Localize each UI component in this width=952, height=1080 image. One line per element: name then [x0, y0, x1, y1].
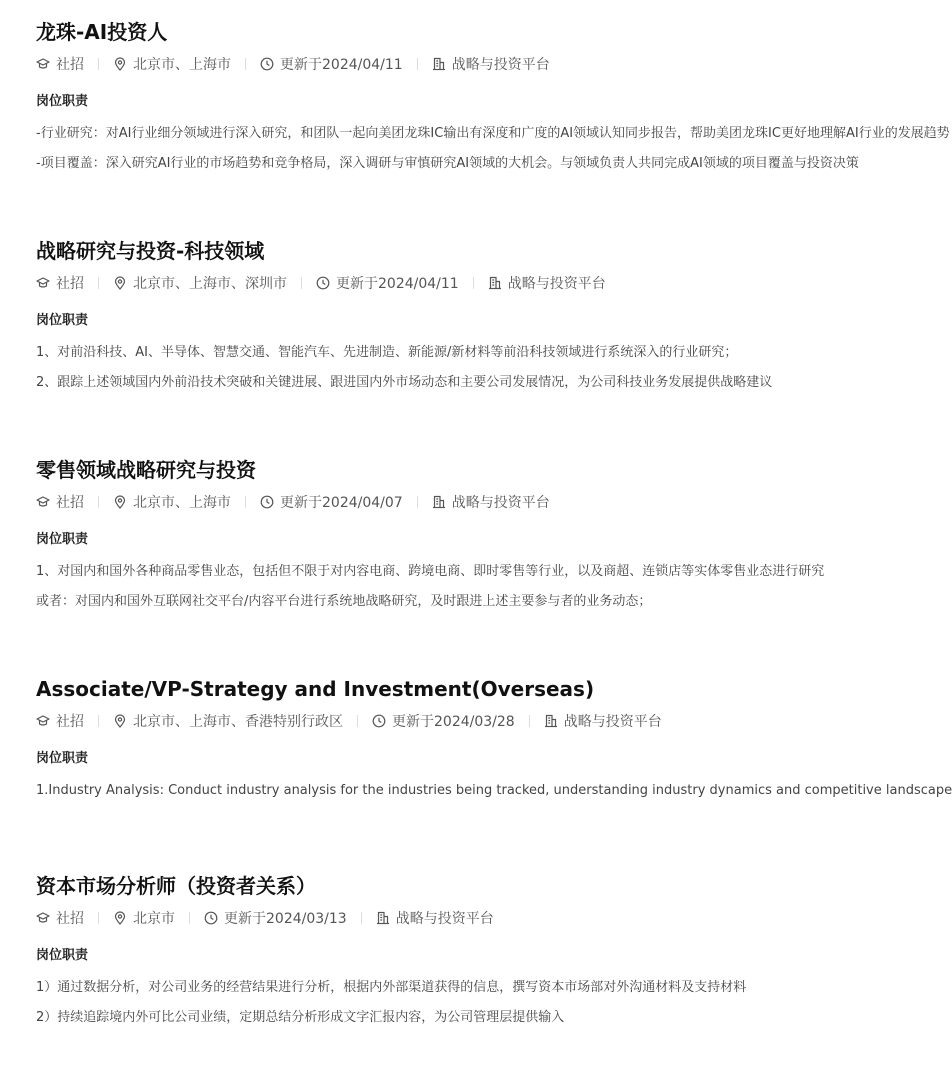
meta-divider	[473, 277, 474, 289]
job-department	[432, 54, 550, 74]
meta-divider	[361, 912, 362, 924]
job-meta	[36, 273, 606, 293]
job-department	[544, 711, 662, 731]
job-type	[36, 54, 84, 74]
clock-icon	[204, 911, 218, 925]
graduation-cap-icon	[36, 276, 50, 290]
job-type-label: 社招	[56, 714, 84, 730]
duty-line: 1、对前沿科技、AI、半导体、智慧交通、智能汽车、先进制造、新能源/新材料等前沿科技领域进行系统深入的行业研究；	[36, 345, 738, 360]
job-updated-label: 更新于2024/04/11	[280, 57, 403, 73]
job-location	[113, 273, 287, 293]
meta-divider	[98, 58, 99, 70]
graduation-cap-icon	[36, 911, 50, 925]
job-department-label: 战略与投资平台	[563, 714, 662, 730]
duty-line: 1、对国内和国外各种商品零售业态，包括但不限于对内容电商、跨境电商、即时零售等行业，以及商超、连锁店等实体零售业态进行研究	[36, 564, 825, 579]
meta-divider	[245, 58, 246, 70]
meta-divider	[417, 58, 418, 70]
job-location-label: 北京市	[133, 911, 175, 927]
job-updated-label: 更新于2024/03/28	[392, 714, 515, 730]
meta-divider	[98, 277, 99, 289]
job-location-label: 北京市、上海市	[133, 57, 231, 73]
job-type-label: 社招	[56, 57, 84, 73]
location-pin-icon	[113, 911, 127, 925]
location-pin-icon	[113, 276, 127, 290]
meta-divider	[417, 496, 418, 508]
job-meta	[36, 492, 550, 512]
location-pin-icon	[113, 495, 127, 509]
job-department-label: 战略与投资平台	[451, 57, 550, 73]
clock-icon	[260, 495, 274, 509]
job-title[interactable]: 战略研究与投资-科技领域	[36, 239, 265, 263]
meta-divider	[245, 496, 246, 508]
job-meta	[36, 908, 494, 928]
duty-line: -行业研究：对AI行业细分领域进行深入研究，和团队一起向美团龙珠IC输出有深度和广度的AI领域认知同步报告，帮助美团龙珠IC更好地理解AI行业的发展趋势	[36, 126, 950, 141]
duties-heading: 岗位职责	[36, 948, 89, 963]
job-location	[113, 908, 175, 928]
job-type	[36, 273, 84, 293]
job-department	[432, 492, 550, 512]
job-type	[36, 908, 84, 928]
job-department-label: 战略与投资平台	[395, 911, 494, 927]
clock-icon	[260, 57, 274, 71]
job-location-label: 北京市、上海市、深圳市	[133, 276, 287, 292]
job-location	[113, 54, 231, 74]
job-department-label: 战略与投资平台	[451, 495, 550, 511]
job-updated-label: 更新于2024/03/13	[224, 911, 347, 927]
duties-heading: 岗位职责	[36, 313, 89, 328]
graduation-cap-icon	[36, 714, 50, 728]
job-department-label: 战略与投资平台	[507, 276, 606, 292]
duty-line: 2、跟踪上述领域国内外前沿技术突破和关键进展、跟进国内外市场动态和主要公司发展情况，为公司科技业务发展提供战略建议	[36, 375, 773, 390]
duty-line: 1）通过数据分析，对公司业务的经营结果进行分析，根据内外部渠道获得的信息，撰写资本市场部对外沟通材料及支持材料	[36, 980, 747, 995]
duties-heading: 岗位职责	[36, 94, 89, 109]
clock-icon	[316, 276, 330, 290]
graduation-cap-icon	[36, 495, 50, 509]
meta-divider	[98, 912, 99, 924]
building-icon	[488, 276, 502, 290]
job-updated	[204, 908, 347, 928]
job-title[interactable]: 龙珠-AI投资人	[36, 20, 168, 44]
job-type-label: 社招	[56, 495, 84, 511]
job-location	[113, 492, 231, 512]
building-icon	[544, 714, 558, 728]
building-icon	[376, 911, 390, 925]
job-updated-label: 更新于2024/04/11	[336, 276, 459, 292]
job-title[interactable]: 零售领域战略研究与投资	[36, 458, 256, 482]
job-type-label: 社招	[56, 276, 84, 292]
job-location-label: 北京市、上海市	[133, 495, 231, 511]
job-title[interactable]: 资本市场分析师（投资者关系）	[36, 874, 316, 898]
duty-line: 或者：对国内和国外互联网社交平台/内容平台进行系统地战略研究，及时跟进上述主要参与者的业务动态；	[36, 594, 652, 609]
meta-divider	[98, 715, 99, 727]
location-pin-icon	[113, 57, 127, 71]
duty-line: -项目覆盖：深入研究AI行业的市场趋势和竞争格局，深入调研与审慎研究AI领域的大机会。与领域负责人共同完成AI领域的项目覆盖与投资决策	[36, 156, 859, 171]
duty-line: 1.Industry Analysis: Conduct industry analysis for the industries being tracked, understanding industry dynamics and competitive landscape	[36, 783, 952, 798]
meta-divider	[529, 715, 530, 727]
duties-heading: 岗位职责	[36, 751, 89, 766]
meta-divider	[301, 277, 302, 289]
job-title[interactable]: Associate/VP-Strategy and Investment(Overseas)	[36, 677, 595, 701]
graduation-cap-icon	[36, 57, 50, 71]
job-type	[36, 711, 84, 731]
job-updated	[260, 492, 403, 512]
duties-heading: 岗位职责	[36, 532, 89, 547]
meta-divider	[189, 912, 190, 924]
meta-divider	[98, 496, 99, 508]
job-location-label: 北京市、上海市、香港特别行政区	[133, 714, 343, 730]
building-icon	[432, 57, 446, 71]
job-meta	[36, 711, 662, 731]
job-updated	[316, 273, 459, 293]
job-meta	[36, 54, 550, 74]
job-location	[113, 711, 343, 731]
job-updated	[260, 54, 403, 74]
meta-divider	[357, 715, 358, 727]
duty-line: 2）持续追踪境内外可比公司业绩，定期总结分析形成文字汇报内容，为公司管理层提供输入	[36, 1010, 565, 1025]
job-type	[36, 492, 84, 512]
job-updated-label: 更新于2024/04/07	[280, 495, 403, 511]
job-department	[376, 908, 494, 928]
clock-icon	[372, 714, 386, 728]
location-pin-icon	[113, 714, 127, 728]
job-updated	[372, 711, 515, 731]
job-department	[488, 273, 606, 293]
building-icon	[432, 495, 446, 509]
job-type-label: 社招	[56, 911, 84, 927]
